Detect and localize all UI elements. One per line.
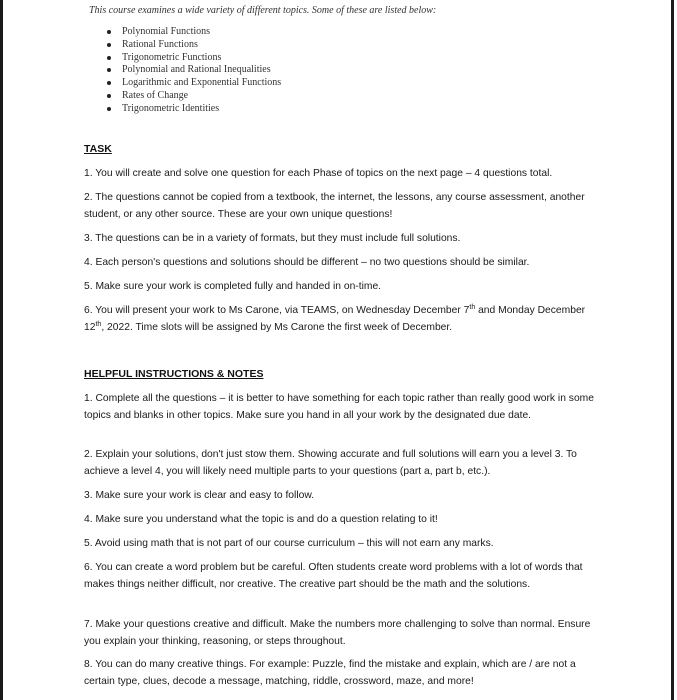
notes-item-3: 3. Make sure your work is clear and easy to follow.: [84, 490, 315, 501]
topic-item: Polynomial and Rational Inequalities: [104, 64, 281, 77]
task-item-2: 2. The questions cannot be copied from a textbook, the internet, the lessons, any course assessment, another student, or any other source. These are your own unique questions!: [84, 192, 585, 220]
task-heading: TASK: [84, 143, 112, 155]
topic-item: Rates of Change: [104, 90, 281, 103]
intro-text: This course examines a wide variety of different topics. Some of these are listed below:: [89, 5, 437, 16]
topic-item: Trigonometric Functions: [104, 52, 281, 65]
notes-item-5: 5. Avoid using math that is not part of our course curriculum – this will not earn any marks.: [84, 538, 494, 549]
topic-item: Polynomial Functions: [104, 26, 281, 39]
topic-list: [104, 26, 281, 116]
task-item-3: 3. The questions can be in a variety of formats, but they must include full solutions.: [84, 233, 461, 244]
notes-item-6: 6. You can create a word problem but be careful. Often students create word problems with a lot of words that makes things neither difficult, nor creative. The creative part should be the math and the solutions.: [84, 562, 583, 590]
topic-item: Logarithmic and Exponential Functions: [104, 77, 281, 90]
notes-heading: HELPFUL INSTRUCTIONS & NOTES: [84, 368, 264, 380]
notes-item-1: 1. Complete all the questions – it is better to have something for each topic rather than really good work in some topics and blanks in other topics. Make sure you hand in all your work by the designated due date.: [84, 393, 594, 421]
notes-item-7: 7. Make your questions creative and difficult. Make the numbers more challenging to solve than normal. Ensure you explain your thinking, reasoning, or steps throughout.: [84, 619, 591, 647]
task-item-4: 4. Each person's questions and solutions should be different – no two questions should be similar.: [84, 257, 530, 268]
topic-item: Trigonometric Identities: [104, 103, 281, 116]
notes-item-4: 4. Make sure you understand what the topic is and do a question relating to it!: [84, 514, 438, 525]
task-item-6: 6. You will present your work to Ms Carone, via TEAMS, on Wednesday December 7th and Monday December 12th, 2022. Time slots will be assigned by Ms Carone the first week of December.: [84, 304, 586, 333]
notes-item-8: 8. You can do many creative things. For example: Puzzle, find the mistake and explain, which are / are not a certain type, clues, decode a message, matching, riddle, crossword, maze, and more!: [84, 659, 576, 687]
task-item-5: 5. Make sure your work is completed fully and handed in on-time.: [84, 281, 382, 292]
topic-item: Rational Functions: [104, 39, 281, 52]
task-item-1: 1. You will create and solve one question for each Phase of topics on the next page – 4 questions total.: [84, 168, 553, 179]
notes-item-2: 2. Explain your solutions, don't just stow them. Showing accurate and full solutions will earn you a level 3. To achieve a level 4, you will likely need multiple parts to your questions (part a, part b, etc.).: [84, 449, 577, 477]
